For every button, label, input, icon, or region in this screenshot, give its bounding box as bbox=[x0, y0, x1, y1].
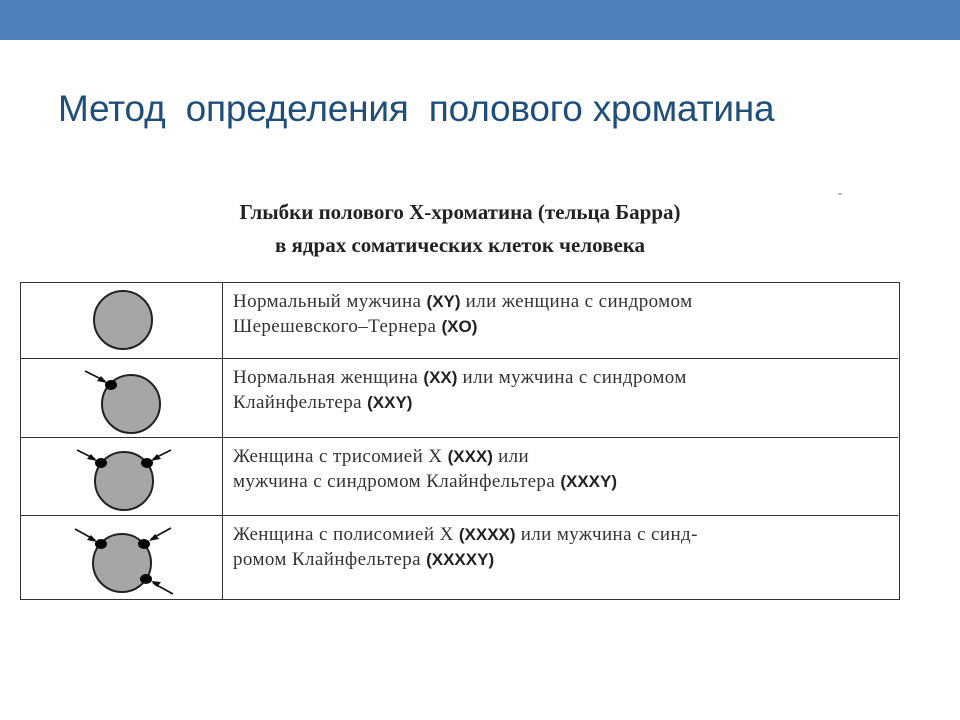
row-description bbox=[233, 365, 893, 415]
barr-body-table bbox=[20, 282, 900, 600]
row-description-line-1 bbox=[233, 289, 893, 314]
row-description bbox=[233, 289, 893, 339]
karyotype-label: (XXX) bbox=[447, 447, 493, 466]
table-row bbox=[21, 358, 898, 437]
text-fragment: или женщина с синдромом bbox=[460, 291, 693, 312]
text-fragment: Нормальная женщина bbox=[233, 367, 424, 388]
karyotype-label: (XXXXY) bbox=[426, 550, 495, 569]
nucleus-figure-cell bbox=[21, 283, 223, 358]
row-description-line-2 bbox=[233, 547, 893, 572]
karyotype-label: (XXY) bbox=[367, 393, 413, 412]
text-fragment: Женщина с трисомией Х bbox=[233, 446, 448, 467]
row-description-line-1 bbox=[233, 365, 893, 390]
text-fragment: Нормальный мужчина bbox=[233, 291, 427, 312]
figure-caption-line-2: в ядрах соматических клеток человека bbox=[274, 233, 646, 257]
figure-caption bbox=[120, 196, 800, 262]
cell-nucleus bbox=[94, 291, 152, 349]
text-fragment: или bbox=[492, 446, 530, 467]
nucleus-one-barr-body-figure bbox=[21, 359, 221, 438]
barr-body bbox=[138, 539, 150, 549]
barr-body bbox=[95, 539, 107, 549]
row-description-line-1 bbox=[233, 444, 893, 469]
barr-body bbox=[140, 574, 152, 584]
nucleus-three-barr-bodies-figure bbox=[21, 516, 221, 600]
karyotype-label: (XXXX) bbox=[458, 525, 516, 544]
nucleus-figure-cell bbox=[21, 438, 223, 515]
row-description-line-2 bbox=[233, 469, 893, 494]
karyotype-label: (XY) bbox=[426, 292, 461, 311]
nucleus-no-barr-body-figure bbox=[21, 283, 221, 358]
row-description-line-1 bbox=[233, 522, 893, 547]
slide-top-bar bbox=[0, 0, 960, 40]
text-fragment: Клайнфельтера bbox=[233, 392, 368, 413]
text-fragment: ромом Клайнфельтера bbox=[233, 549, 427, 570]
text-fragment: Женщина с полисомией Х bbox=[233, 524, 459, 545]
text-fragment: или мужчина с синд- bbox=[515, 524, 698, 545]
row-description-line-2 bbox=[233, 314, 893, 339]
karyotype-label: (XX) bbox=[423, 368, 458, 387]
karyotype-label: (XO) bbox=[441, 317, 478, 336]
karyotype-label: (XXXY) bbox=[560, 472, 617, 491]
figure-caption-line-1: Глыбки полового Х-хроматина (тельца Барра) bbox=[239, 200, 681, 224]
text-fragment: или мужчина с синдромом bbox=[457, 367, 687, 388]
nucleus-figure-cell bbox=[21, 359, 223, 437]
nucleus-two-barr-bodies-figure bbox=[21, 438, 221, 516]
table-row bbox=[21, 283, 898, 358]
row-description bbox=[233, 444, 893, 494]
row-description bbox=[233, 522, 893, 572]
row-description-line-2 bbox=[233, 390, 893, 415]
text-fragment: мужчина с синдромом Клайнфельтера bbox=[233, 471, 561, 492]
table-row bbox=[21, 515, 898, 599]
nucleus-figure-cell bbox=[21, 516, 223, 599]
barr-body bbox=[95, 458, 107, 468]
slide-title: Метод определения полового хроматина bbox=[58, 88, 775, 129]
text-fragment: Шерешевского–Тернера bbox=[233, 316, 442, 337]
barr-body bbox=[105, 380, 117, 390]
table-row bbox=[21, 437, 898, 515]
barr-body bbox=[141, 458, 153, 468]
corner-mark: - bbox=[838, 186, 842, 200]
